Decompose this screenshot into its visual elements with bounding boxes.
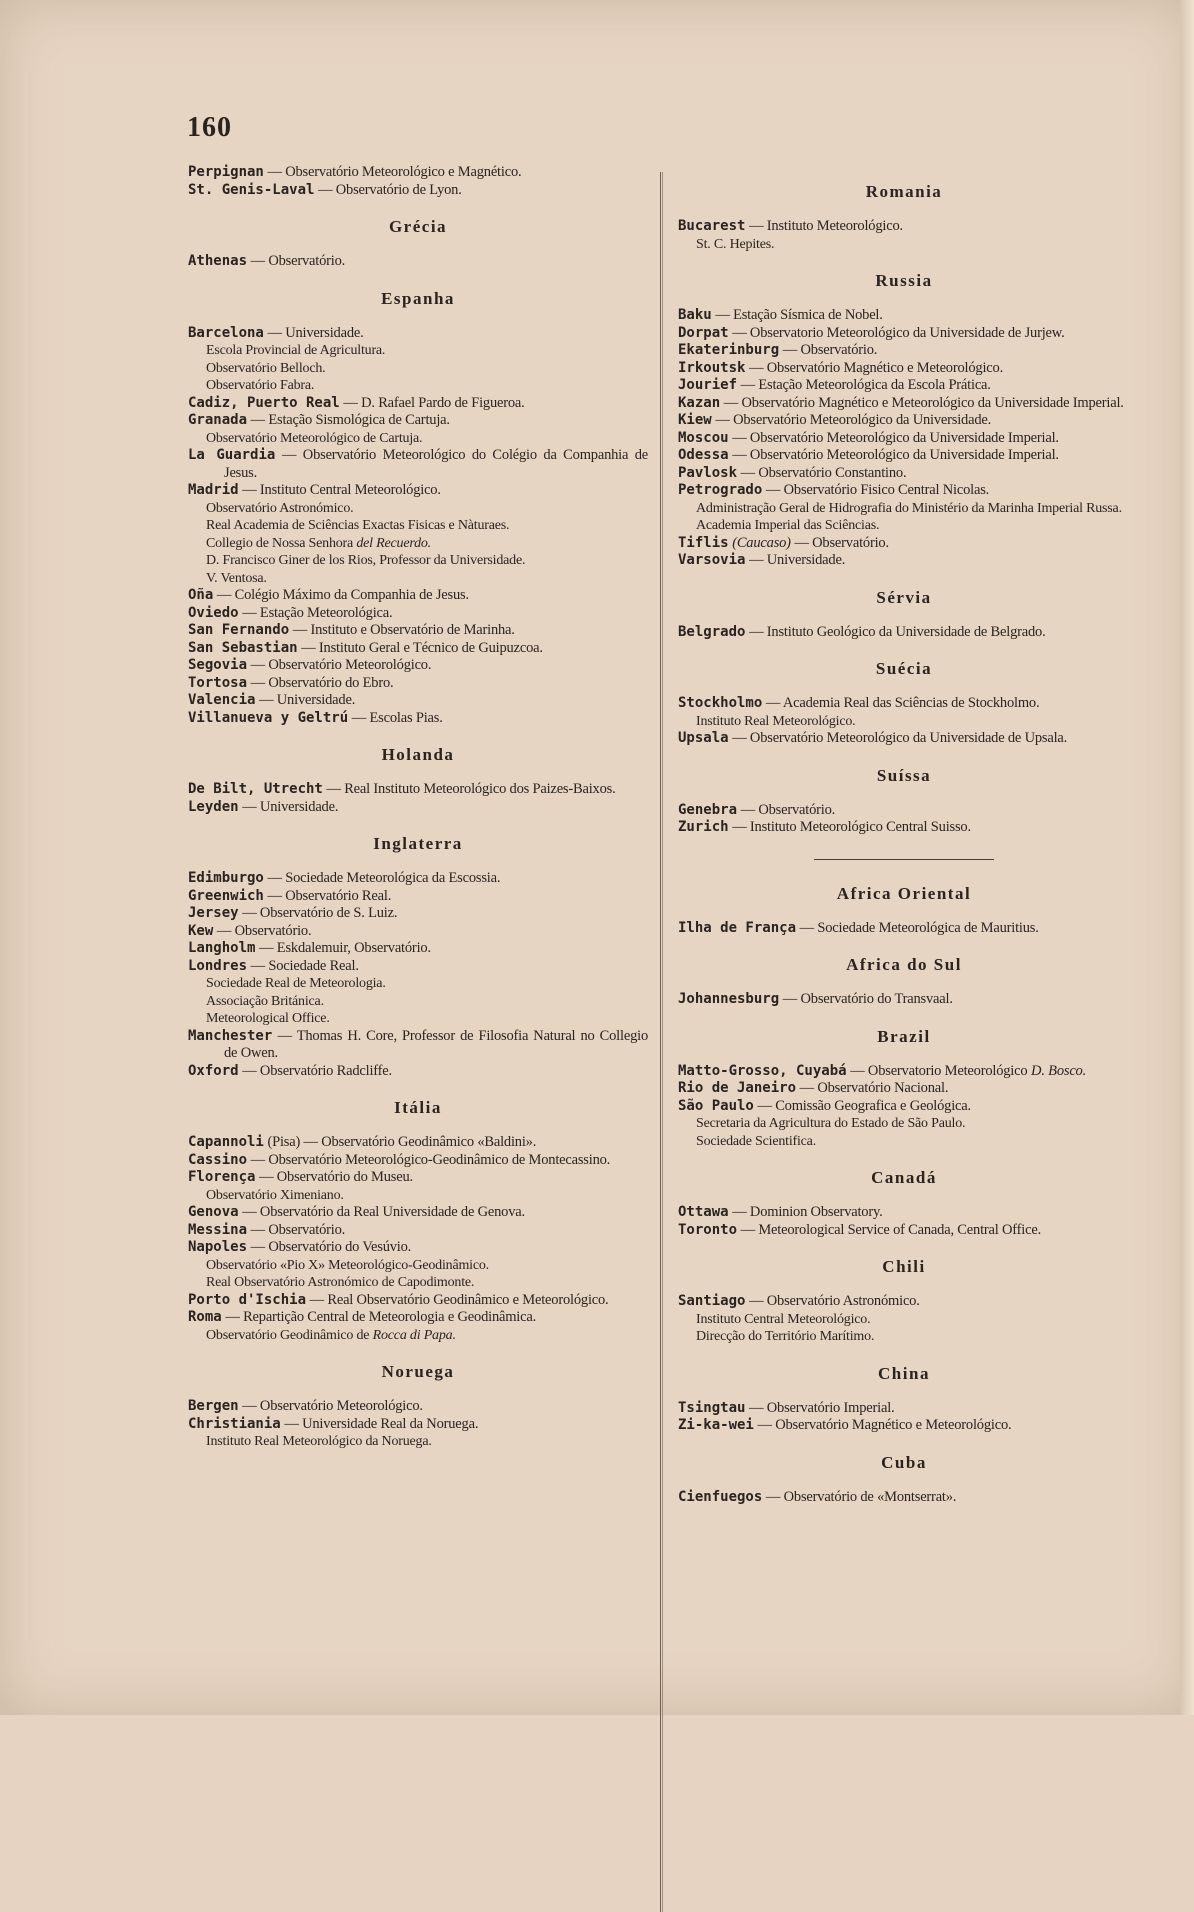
entry-description: — Observatório Astronómico. [749,1293,920,1309]
place-name: Kazan [678,394,721,411]
sub-entry-text: Observatório Belloch. [206,360,326,376]
place-name: Tortosa [188,674,248,691]
entry-description: — Instituto Meteorológico Central Suisso. [732,819,971,835]
entry-description: — Observatório. [250,1221,346,1238]
entry-description: — Sociedade Meteorológica de Mauritius. [799,919,1039,936]
entry-description: — Escolas Pias. [351,709,443,726]
sub-entry [188,1187,648,1205]
place-name: Zi-ka-wei [678,1417,754,1433]
entry-description: — Observatório do Transvaal. [782,991,953,1007]
entry-description: — Observatorio Meteorológico da Universidade de Jurjew. [732,324,1065,341]
directory-entry [188,1063,648,1081]
place-name: Tsingtau [678,1399,746,1416]
sub-entry-italic: del Recuerdo. [356,535,431,551]
sub-entry [188,552,648,570]
place-name: Genova [188,1204,239,1220]
directory-entry [678,1063,1130,1081]
directory-entry [188,447,648,482]
sub-entry-text: Observatório Ximeniano. [206,1187,344,1203]
entry-description: — Observatório Magnético e Meteorológico. [749,359,1003,376]
place-name: Cienfuegos [678,1488,763,1505]
place-name: St. Genis-Laval [188,181,315,198]
entry-description: — Observatório Magnético e Meteorológico da Universidade Imperial. [723,394,1124,411]
entry-description: — Observatório. [250,253,346,269]
entry-description: — Observatório. [740,801,836,818]
directory-entry [188,1169,648,1187]
entry-description: — Observatório de S. Luiz. [242,905,398,921]
section-heading: Sérvia [876,587,932,607]
entry-description: — Observatório. [794,534,889,551]
entry-description: — Meteorological Service of Canada, Central Office. [740,1221,1042,1238]
sub-entry-text: Meteorological Office. [206,1011,330,1026]
place-name: São Paulo [678,1097,754,1114]
directory-entry [678,1080,1130,1098]
directory-entry [188,482,648,500]
directory-entry [188,587,648,605]
entry-description: — Eskdalemuir, Observatório. [259,940,431,956]
place-name: Johannesburg [678,991,780,1007]
sub-entry-text: Instituto Real Meteorológico. [696,713,856,729]
sub-entry-text: Sociedade Real de Meteorologia. [206,976,386,991]
place-name: Kiew [678,412,712,428]
entry-description: — Dominion Observatory. [732,1204,883,1220]
left-column [188,164,648,1451]
directory-entry [678,447,1130,465]
sub-entry [678,1311,1130,1329]
directory-entry [188,1239,648,1257]
directory-entry [678,991,1130,1009]
directory-entry [678,1417,1130,1435]
directory-entry [678,819,1130,837]
entry-description: — Thomas H. Core, Professor de Filosofia Natural no Collegio de Owen. [224,1027,649,1061]
entry-description: — Universidade. [267,324,364,341]
directory-entry [188,888,648,906]
directory-entry [188,870,648,888]
directory-entry [678,395,1130,413]
sub-entry-text: Observatório Meteorológico de Cartuja. [206,430,423,446]
entry-description: — Observatório do Ebro. [250,674,394,691]
sub-entry [188,535,648,553]
place-name: Segovia [188,657,248,673]
place-name: Christiania [188,1415,281,1432]
sub-entry [188,570,648,588]
directory-entry [188,923,648,941]
section-heading: Cuba [881,1452,927,1472]
page-edge [1180,0,1194,1715]
directory-entry [678,1204,1130,1222]
place-name: Toronto [678,1221,738,1238]
entry-description: — Observatório Meteorológico e Magnético. [267,164,522,180]
directory-entry [678,552,1130,570]
directory-entry [678,465,1130,483]
directory-entry [678,360,1130,378]
sub-entry-text: Real Academia de Sciências Exactas Fisicas e Nàturaes. [206,518,510,533]
sub-entry [188,975,648,993]
entry-description: — Sociedade Meteorológica da Escossia. [267,870,501,886]
sub-entry-italic: Rocca di Papa. [372,1327,456,1343]
directory-entry [678,535,1130,553]
entry-description: — Observatório Meteorológico do Colégio da Companhia de Jesus. [224,447,648,481]
entry-description: — Observatório Real. [267,887,392,904]
entry-description: — Instituto Geológico da Universidade de Belgrado. [749,623,1046,640]
directory-entry [678,624,1130,642]
place-name: Manchester [188,1027,273,1044]
sub-entry [188,500,648,518]
sub-entry-text: Observatório Geodinâmico de [206,1327,370,1343]
directory-entry [678,1400,1130,1418]
sub-entry-text: Instituto Central Meteorológico. [696,1311,871,1327]
entry-description: — Colégio Máximo da Companhia de Jesus. [216,587,469,603]
place-name: San Sebastian [188,639,298,656]
right-column [678,164,1130,1506]
directory-entry [188,253,648,271]
section-heading: Itália [394,1098,442,1117]
directory-entry [678,802,1130,820]
sub-entry-text: Academia Imperial das Sciências. [696,518,880,533]
page-number: 160 [187,112,232,143]
directory-entry [188,692,648,710]
entry-description: — Instituto Geral e Técnico de Guipuzcoa. [301,639,543,656]
place-name: Langholm [188,940,256,956]
sub-entry [678,1328,1130,1346]
directory-entry [188,1309,648,1327]
place-name: Athenas [188,253,248,269]
place-name: Perpignan [188,164,264,180]
place-name: Villanueva y Geltrú [188,709,349,726]
place-name: Londres [188,957,248,974]
directory-entry [188,412,648,430]
directory-entry [678,325,1130,343]
directory-entry [678,695,1130,713]
sub-entry [188,1010,648,1028]
sub-entry [188,993,648,1011]
entry-description: — Observatório Meteorológico da Universidade Imperial. [732,429,1059,446]
place-name: Ottawa [678,1204,729,1220]
sub-entry [678,517,1130,535]
entry-description: — Universidade Real da Noruega. [284,1415,479,1432]
sub-entry-text: V. Ventosa. [206,570,267,586]
directory-entry [188,1222,648,1240]
place-name: Messina [188,1221,248,1238]
directory-entry [678,218,1130,236]
directory-entry [188,640,648,658]
place-name: Cassino [188,1151,248,1168]
place-name: Dorpat [678,324,729,341]
directory-entry [188,1292,648,1310]
entry-description: — Instituto e Observatório de Marinha. [292,622,515,638]
place-name: Varsovia [678,552,746,568]
place-name: Ilha de França [678,919,797,936]
directory-entry [188,781,648,799]
directory-entry [188,1134,648,1152]
entry-description: — Instituto Meteorológico. [749,218,903,234]
entry-description: — Estação Sísmica de Nobel. [715,307,883,323]
entry-description: — Universidade. [749,552,846,568]
place-name: Roma [188,1309,222,1325]
place-name: Cadiz, Puerto Real [188,394,340,411]
directory-entry [188,905,648,923]
section-heading: Africa do Sul [846,955,962,974]
sub-entry [188,342,648,360]
place-name: Petrogrado [678,482,763,498]
entry-description: — Observatório da Real Universidade de Genova. [242,1204,525,1220]
section-heading: Canadá [871,1168,937,1187]
place-name: La Guardia [188,447,276,463]
sub-entry-text: Collegio de Nossa Senhora [206,535,354,551]
sub-entry [188,1274,648,1292]
place-name: Oxford [188,1062,239,1079]
section-heading: Holanda [381,745,455,764]
section-heading: Suíssa [876,765,932,785]
entry-description: — Observatório Meteorológico. [250,657,432,673]
sub-entry [678,1115,1130,1133]
entry-description: — Observatório Imperial. [749,1399,895,1416]
entry-description: — Observatório Meteorológico. [242,1398,423,1414]
place-name: Valencia [188,692,256,708]
entry-description: — Observatório do Museu. [259,1169,413,1185]
directory-entry [188,710,648,728]
place-name: Rio de Janeiro [678,1080,797,1096]
entry-description: — Universidade. [242,798,339,815]
directory-entry [188,657,648,675]
entry-description: — Observatório. [216,922,312,939]
directory-entry [188,675,648,693]
sub-entry [678,713,1130,731]
entry-description: — Repartição Central de Meteorologia e Geodinâmica. [225,1309,537,1325]
entry-description: — Academia Real das Sciências de Stockholmo. [765,695,1040,711]
directory-entry [188,1416,648,1434]
entry-description: — Observatório do Vesúvio. [250,1239,412,1255]
place-name: Bucarest [678,218,746,234]
sub-entry [188,517,648,535]
entry-description: — Estação Meteorológica da Escola Prática. [740,377,991,393]
section-heading: Africa Oriental [836,883,972,903]
directory-entry [678,377,1130,395]
sub-entry-text: Direcção do Território Marítimo. [696,1329,875,1344]
entry-note: D. Bosco. [1031,1062,1087,1079]
sub-entry [188,430,648,448]
sub-entry [188,1257,648,1275]
section-heading: China [878,1363,930,1383]
entry-description: — Observatório Constantino. [740,464,907,481]
place-name: Tiflis [678,534,729,551]
place-name: Oña [188,587,214,603]
directory-entry [188,395,648,413]
section-heading: Espanha [381,288,455,308]
directory-entry [678,1222,1130,1240]
entry-description: — Real Instituto Meteorológico dos Paizes-Baixos. [326,781,616,797]
directory-entry [188,1398,648,1416]
directory-entry [678,730,1130,748]
directory-entry [678,430,1130,448]
sub-entry [188,1327,648,1345]
section-heading: Brazil [877,1026,931,1046]
sub-entry [678,500,1130,518]
place-name: Edimburgo [188,870,264,886]
place-name: Jersey [188,905,239,921]
directory-entry [188,799,648,817]
sub-entry-text: Observatório Fabra. [206,378,315,393]
place-name: Baku [678,307,712,323]
place-name: De Bilt, Utrecht [188,781,323,797]
section-heading: Grécia [388,217,448,236]
entry-description: — Observatório Magnético e Meteorológico. [757,1417,1012,1433]
directory-entry [188,958,648,976]
entry-description: — Universidade. [259,692,356,708]
place-name: Bergen [188,1398,239,1414]
directory-entry [678,1293,1130,1311]
directory-entry [678,920,1130,938]
place-name: San Fernando [188,622,290,638]
entry-description: — Estação Sismológica de Cartuja. [250,412,450,428]
sub-entry [188,377,648,395]
entry-description: — Sociedade Real. [250,957,359,974]
sub-entry-text: Administração Geral de Hidrografia do Ministério da Marinha Imperial Russa. [696,500,1122,516]
sub-entry [678,1133,1130,1151]
directory-entry [678,307,1130,325]
directory-entry [188,1028,648,1063]
entry-description: — Observatório Nacional. [799,1080,949,1096]
sub-entry-text: Observatório «Pio X» Meteorológico-Geodinâmico. [206,1257,489,1273]
sub-entry-text: D. Francisco Giner de los Rios, Professor da Universidade. [206,553,526,568]
column-divider [660,172,663,1912]
entry-description: — Observatório Meteorológico da Universidade. [715,412,992,428]
entry-description: — Observatório Radcliffe. [242,1062,392,1079]
sub-entry-text: St. C. Hepites. [696,236,775,252]
directory-entry [188,164,648,182]
entry-description: — Observatório Fisico Central Nicolas. [765,482,990,498]
place-name: Genebra [678,801,738,818]
section-heading: Romania [865,182,943,201]
entry-description: (Pisa) — Observatório Geodinâmico «Baldini». [267,1134,537,1150]
sub-entry-text: Escola Provincial de Agricultura. [206,343,386,358]
section-heading: Russia [875,271,933,290]
place-name: Ekaterinburg [678,342,780,358]
place-name: Oviedo [188,604,239,621]
section-heading: Noruega [381,1362,455,1381]
entry-description: — D. Rafael Pardo de Figueroa. [343,394,525,411]
place-name: Moscou [678,429,729,446]
entry-description: — Observatório Meteorológico da Universidade Imperial. [732,447,1059,463]
directory-entry [188,605,648,623]
sub-entry-text: Secretaria da Agricultura do Estado de São Paulo. [696,1116,966,1131]
sub-entry [678,236,1130,254]
entry-description: — Observatorio Meteorológico [850,1062,1028,1079]
sub-entry [188,360,648,378]
place-name: Kew [188,922,214,939]
place-name: Pavlosk [678,464,738,481]
place-name: Upsala [678,730,729,746]
entry-description: — Comissão Geografica e Geológica. [757,1097,971,1114]
directory-entry [678,342,1130,360]
section-heading: Suécia [875,659,933,678]
place-name: Porto d'Ischia [188,1291,307,1308]
place-name: Madrid [188,482,239,498]
directory-entry [678,482,1130,500]
section-heading: Chili [882,1257,926,1276]
place-name: Stockholmo [678,695,763,711]
section-rule [814,859,994,860]
sub-entry [188,1433,648,1451]
sub-entry-text: Associação Británica. [206,993,324,1009]
entry-description: — Real Observatório Geodinâmico e Meteorológico. [309,1291,609,1308]
directory-entry [188,940,648,958]
entry-description: — Instituto Central Meteorológico. [242,482,441,498]
entry-description: — Observatório Meteorológico-Geodinâmico de Montecassino. [250,1151,611,1168]
place-name: Florença [188,1169,256,1185]
directory-entry [678,1098,1130,1116]
place-name: Irkoutsk [678,359,746,376]
directory-entry [678,1489,1130,1507]
sub-entry-text: Real Observatório Astronómico de Capodimonte. [206,1275,475,1290]
entry-description: — Observatório. [782,342,878,358]
entry-description: — Observatório de Lyon. [318,181,462,198]
directory-entry [188,1204,648,1222]
directory-entry [188,622,648,640]
place-name: Zurich [678,819,729,835]
directory-entry [188,1152,648,1170]
place-name: Santiago [678,1293,746,1309]
place-name: Matto-Grosso, Cuyabá [678,1062,847,1079]
directory-entry [188,325,648,343]
sub-entry-text: Observatório Astronómico. [206,500,354,516]
sub-entry-text: Sociedade Scientifica. [696,1133,816,1149]
place-name: Jourief [678,377,738,393]
place-name: Napoles [188,1239,248,1255]
directory-entry [678,412,1130,430]
place-name: Barcelona [188,324,264,341]
sub-entry-text: Instituto Real Meteorológico da Noruega. [206,1434,432,1449]
entry-description: — Observatório de «Montserrat». [765,1488,957,1505]
place-name: Granada [188,412,248,428]
entry-note: (Caucaso) [732,534,791,551]
place-name: Leyden [188,798,239,815]
entry-description: — Observatório Meteorológico da Universidade de Upsala. [732,730,1068,746]
place-name: Belgrado [678,623,746,640]
section-heading: Inglaterra [373,834,463,853]
place-name: Greenwich [188,887,264,904]
place-name: Capannoli [188,1134,264,1150]
entry-description: — Estação Meteorológica. [242,604,393,621]
directory-entry [188,182,648,200]
place-name: Odessa [678,447,729,463]
